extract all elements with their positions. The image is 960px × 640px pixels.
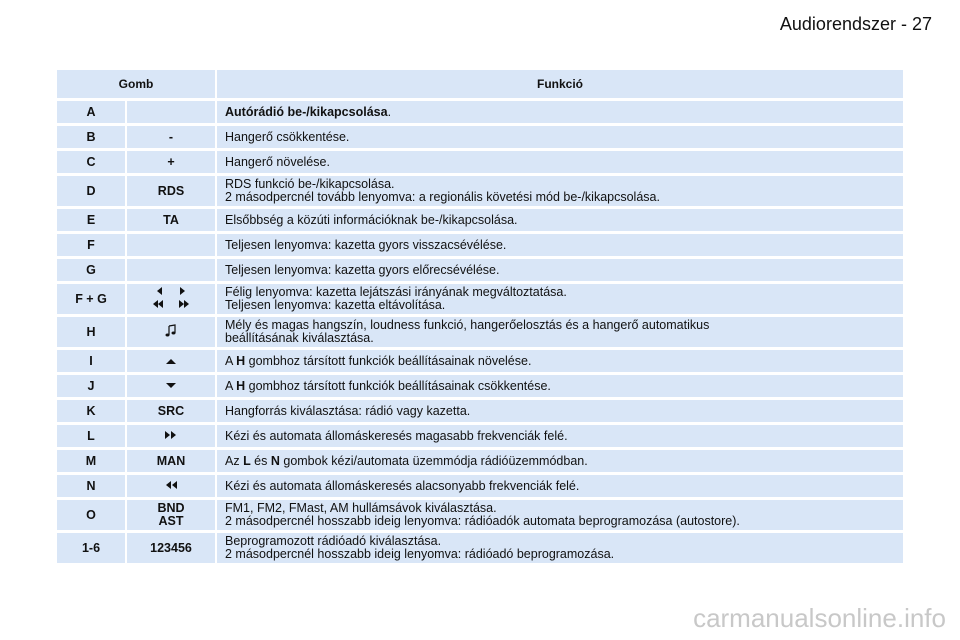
row-key: [127, 259, 217, 281]
function-mid: és: [250, 453, 271, 468]
row-key: [127, 475, 217, 497]
function-line-2: Teljesen lenyomva: kazetta eltávolítása.: [225, 298, 446, 312]
row-key: -: [127, 126, 217, 148]
function-pre: A: [225, 378, 237, 393]
function-line-1: Mély és magas hangszín, loudness funkció, hangerőelosztás és a hangerő automatikus: [225, 318, 710, 332]
function-bold: Autórádió be-/kikapcsolása: [225, 104, 388, 119]
row-letter: O: [57, 500, 127, 530]
function-line-2: 2 másodpercnél tovább lenyomva: a regionális követési mód be-/kikapcsolása.: [225, 190, 660, 204]
row-letter: D: [57, 176, 127, 206]
row-function: [217, 533, 903, 563]
row-function: Teljesen lenyomva: kazetta gyors előrecsévélése.: [217, 259, 903, 281]
function-line-2: 2 másodpercnél hosszabb ideig lenyomva: rádióadók automata beprogramozása (autostore).: [225, 514, 740, 528]
row-function: Teljesen lenyomva: kazetta gyors visszacsévélése.: [217, 234, 903, 256]
row-letter: F + G: [57, 284, 127, 314]
triangle-left-right-and-double-arrows-icon: [149, 285, 193, 311]
table-row: [57, 151, 903, 173]
row-letter: F: [57, 234, 127, 256]
row-letter: I: [57, 350, 127, 372]
row-letter: G: [57, 259, 127, 281]
row-function: Kézi és automata állomáskeresés magasabb frekvenciák felé.: [217, 425, 903, 447]
function-line-1: Beprogramozott rádióadó kiválasztása.: [225, 534, 442, 548]
row-function: Hangerő csökkentése.: [217, 126, 903, 148]
row-letter: 1-6: [57, 533, 127, 563]
row-key: SRC: [127, 400, 217, 422]
row-letter: J: [57, 375, 127, 397]
function-bold-l: L: [243, 453, 251, 468]
row-key: [127, 234, 217, 256]
down-arrow-icon: [165, 382, 177, 390]
function-line-2: beállításának kiválasztása.: [225, 331, 374, 345]
table-row: [57, 533, 903, 563]
header-function: Funkció: [217, 70, 903, 98]
page-title: Audiorendszer - 27: [779, 14, 932, 34]
row-key: 123456: [127, 533, 217, 563]
row-function: [217, 500, 903, 530]
row-function: [217, 101, 903, 123]
function-post: gombhoz társított funkciók beállításainak csökkentése.: [245, 378, 551, 393]
function-bold-n: N: [270, 453, 280, 468]
row-key: RDS: [127, 176, 217, 206]
table-row: [57, 350, 903, 372]
function-line-2: 2 másodpercnél hosszabb ideig lenyomva: rádióadó beprogramozása.: [225, 547, 615, 561]
row-key: TA: [127, 209, 217, 231]
row-letter: M: [57, 450, 127, 472]
function-pre: Az: [225, 453, 244, 468]
row-key: [127, 375, 217, 397]
music-note-icon: [164, 324, 178, 338]
function-line-1: Félig lenyomva: kazetta lejátszási irányának megváltoztatása.: [225, 285, 567, 299]
row-letter: N: [57, 475, 127, 497]
rewind-icon: [163, 480, 179, 490]
fast-forward-icon: [163, 430, 179, 440]
row-key: +: [127, 151, 217, 173]
function-table: [57, 67, 903, 566]
function-line-1: RDS funkció be-/kikapcsolása.: [225, 177, 395, 191]
row-letter: E: [57, 209, 127, 231]
row-letter: A: [57, 101, 127, 123]
row-function: [217, 317, 903, 347]
row-function: [217, 375, 903, 397]
row-letter: K: [57, 400, 127, 422]
row-letter: C: [57, 151, 127, 173]
function-pre: A: [225, 353, 237, 368]
row-key: [127, 284, 217, 314]
row-key: [127, 500, 217, 530]
row-key: [127, 350, 217, 372]
table-row: [57, 400, 903, 422]
row-function: [217, 350, 903, 372]
row-function: Hangerő növelése.: [217, 151, 903, 173]
row-function: [217, 176, 903, 206]
row-letter: B: [57, 126, 127, 148]
row-key: MAN: [127, 450, 217, 472]
key-line-1: BND: [157, 501, 185, 515]
row-function: [217, 450, 903, 472]
row-function: Elsőbbség a közúti információknak be-/kikapcsolása.: [217, 209, 903, 231]
table-row: [57, 126, 903, 148]
row-letter: H: [57, 317, 127, 347]
table-row: [57, 375, 903, 397]
table-row: [57, 284, 903, 314]
function-bold: H: [236, 378, 246, 393]
table-row: [57, 425, 903, 447]
function-bold: H: [236, 353, 246, 368]
watermark: carmanualsonline.info: [693, 603, 946, 633]
table-row: [57, 500, 903, 530]
up-arrow-icon: [165, 357, 177, 365]
row-key: [127, 317, 217, 347]
function-post: gombok kézi/automata üzemmódja rádióüzemmódban.: [279, 453, 588, 468]
table-row: [57, 450, 903, 472]
function-line-1: FM1, FM2, FMast, AM hullámsávok kiválasztása.: [225, 501, 497, 515]
function-post: gombhoz társított funkciók beállításainak növelése.: [245, 353, 532, 368]
row-function: Hangforrás kiválasztása: rádió vagy kazetta.: [217, 400, 903, 422]
row-function: [217, 284, 903, 314]
table-row: [57, 101, 903, 123]
row-function: Kézi és automata állomáskeresés alacsonyabb frekvenciák felé.: [217, 475, 903, 497]
table-row: [57, 317, 903, 347]
table-row: [57, 475, 903, 497]
key-line-2: AST: [158, 514, 184, 528]
table-row: [57, 176, 903, 206]
table-row: [57, 259, 903, 281]
header-key: Gomb: [57, 70, 217, 98]
table-row: [57, 209, 903, 231]
row-key: [127, 425, 217, 447]
function-tail: .: [387, 104, 392, 119]
row-letter: L: [57, 425, 127, 447]
table-header-row: [57, 70, 903, 98]
row-key: [127, 101, 217, 123]
table-row: [57, 234, 903, 256]
